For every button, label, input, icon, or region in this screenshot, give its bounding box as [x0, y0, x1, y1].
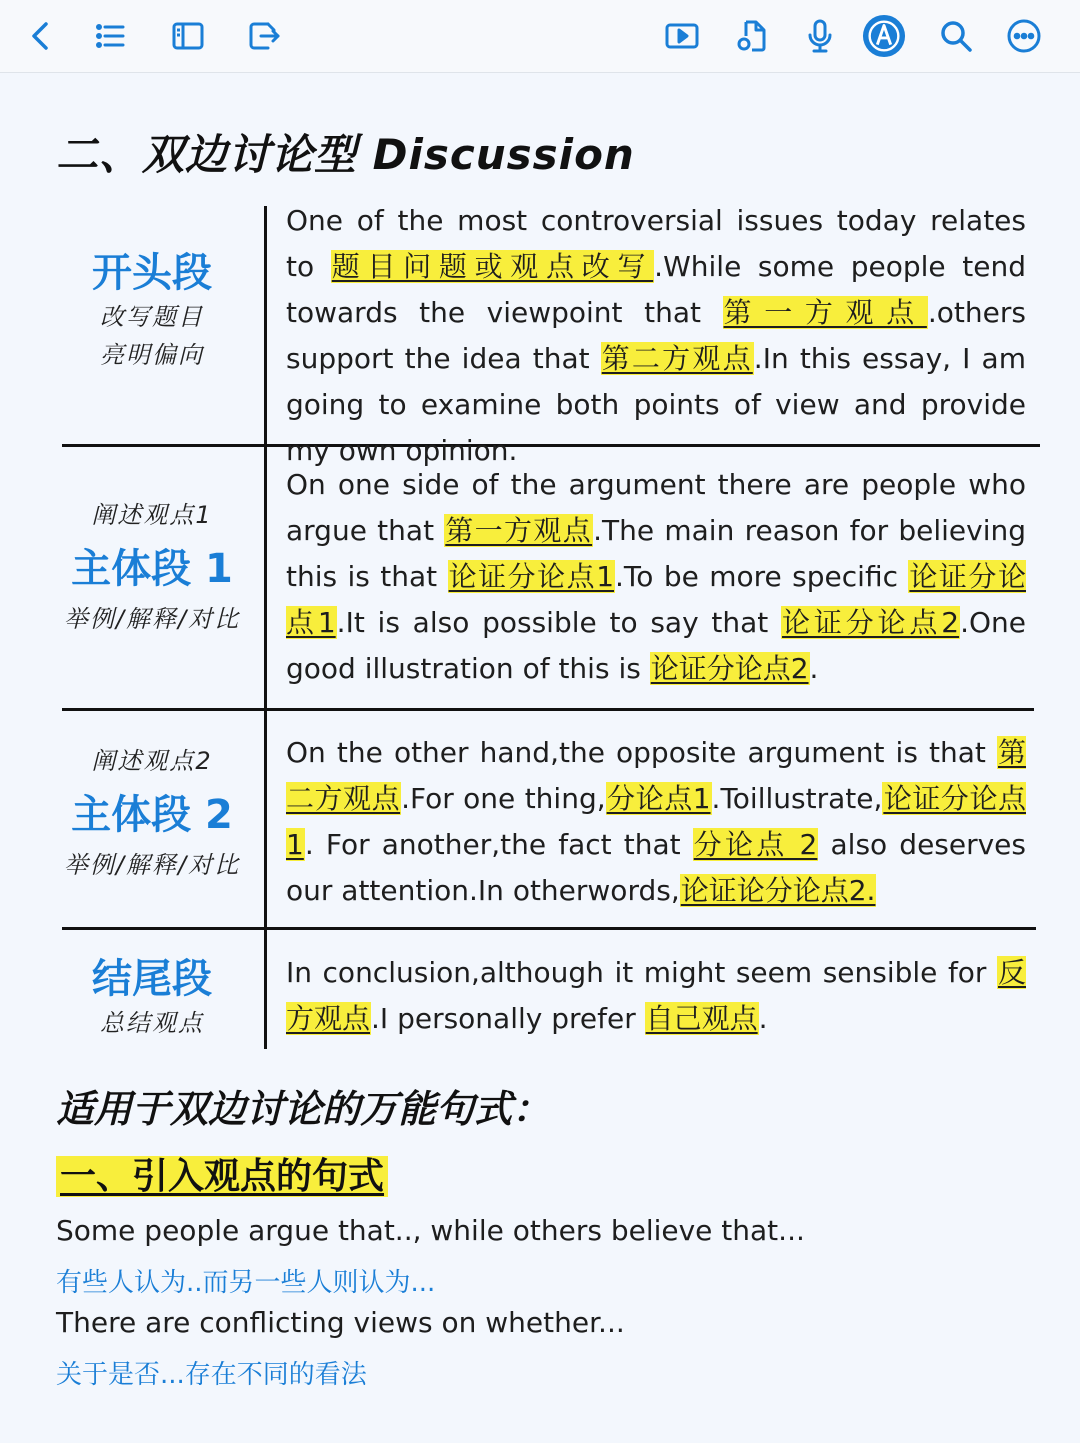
highlighted-placeholder: 分论点 2 — [693, 828, 818, 861]
paragraph-text: .For one thing, — [401, 782, 606, 815]
paragraph-text: . For another,the fact that — [304, 828, 693, 861]
highlighted-placeholder: 论证分论点1 — [286, 560, 1026, 639]
paragraph-text: .Toillustrate, — [711, 782, 883, 815]
top-toolbar — [0, 0, 1080, 73]
highlighted-placeholder: 论证分论点2 — [650, 652, 809, 685]
table-row-divider — [62, 708, 1034, 711]
paragraph-text: .The main reason for believing this is that — [286, 514, 1026, 593]
section-label-sub: 总结观点 — [100, 1009, 204, 1037]
section-label-opening — [40, 248, 264, 374]
highlighted-placeholder: 题目问题或观点改写 — [331, 250, 654, 283]
paragraph-text: One of the most controversial issues today relates to — [286, 204, 1026, 283]
highlighted-placeholder: 第一方观点 — [723, 296, 927, 329]
section-label-sub: 举例/解释/对比 — [63, 851, 241, 879]
section-label-conclusion — [40, 954, 264, 1042]
table-row-divider — [62, 927, 1036, 930]
highlighted-placeholder: 论证论分论点2. — [680, 874, 876, 907]
phrase-chinese: 有些人认为..而另一些人则认为... — [56, 1268, 436, 1298]
paragraph-text: .I personally prefer — [371, 1002, 645, 1035]
section-label-sub: 亮明偏向 — [100, 341, 204, 369]
section-label-main: 开头段 — [92, 250, 212, 296]
paragraph-text: On the other hand,the opposite argument is that — [286, 736, 997, 769]
phrase-english: There are conflicting views on whether... — [56, 1306, 625, 1339]
paragraph-text: .To be more specific — [615, 560, 909, 593]
page-title: 二、双边讨论型 Discussion — [56, 130, 635, 179]
section-text-conclusion — [286, 950, 1026, 1042]
phrase-chinese: 关于是否...存在不同的看法 — [56, 1360, 367, 1390]
universal-sentences-title: 适用于双边讨论的万能句式： — [56, 1087, 551, 1131]
highlighted-placeholder: 第一方观点 — [445, 514, 593, 547]
export-icon[interactable] — [242, 14, 286, 58]
highlighted-placeholder: 自己观点 — [645, 1002, 758, 1035]
paragraph-text: .others support the idea that — [286, 296, 1026, 375]
section-label-main: 主体段 2 — [71, 792, 233, 838]
universal-subtitle — [56, 1148, 388, 1199]
paragraph-text: .In this essay, I am going to examine both points of view and provide my own opinion. — [286, 342, 1026, 467]
search-icon[interactable] — [934, 14, 978, 58]
paragraph-text: .While some people tend towards the viewpoint that — [286, 250, 1026, 329]
list-icon[interactable] — [88, 14, 132, 58]
microphone-icon[interactable] — [798, 14, 842, 58]
paragraph-text: also deserves our attention.In otherwords, — [286, 828, 1027, 907]
highlighted-placeholder: 论证分论点1 — [448, 560, 615, 593]
highlighted-placeholder: 反方观点 — [286, 956, 1026, 1035]
play-video-icon[interactable] — [660, 14, 704, 58]
section-text-body1 — [286, 462, 1026, 692]
highlighted-placeholder: 论证分论点2 — [782, 606, 960, 639]
more-options-icon[interactable] — [1002, 14, 1046, 58]
highlighted-placeholder: 第二方观点 — [601, 342, 753, 375]
section-text-opening — [286, 198, 1026, 474]
sidebar-panel-icon[interactable] — [166, 14, 210, 58]
back-chevron-icon[interactable] — [18, 14, 62, 58]
section-text-body2 — [286, 730, 1026, 914]
highlighted-placeholder: 论证分论点1 — [286, 782, 1026, 861]
section-label-main: 主体段 1 — [71, 546, 233, 592]
highlighted-placeholder: 分论点1 — [606, 782, 711, 815]
universal-subtitle-text: 一、引入观点的句式 — [56, 1156, 388, 1197]
highlighted-placeholder: 第二方观点 — [286, 736, 1026, 815]
pen-markup-icon[interactable] — [862, 14, 906, 58]
paragraph-text: . — [809, 652, 819, 685]
section-label-sub: 阐述观点2 — [91, 747, 213, 775]
phrase-english: Some people argue that.., while others believe that... — [56, 1214, 805, 1247]
audio-file-icon[interactable] — [730, 14, 774, 58]
paragraph-text: In conclusion,although it might seem sensible for — [286, 956, 997, 989]
table-vertical-divider — [264, 206, 267, 1049]
paragraph-text: .It is also possible to say that — [336, 606, 782, 639]
section-label-sub: 举例/解释/对比 — [63, 605, 241, 633]
paragraph-text: . — [758, 1002, 768, 1035]
paragraph-text: .One good illustration of this is — [286, 606, 1026, 685]
section-label-main: 结尾段 — [92, 956, 212, 1002]
paragraph-text: On one side of the argument there are people who argue that — [286, 468, 1026, 547]
section-label-body2 — [40, 742, 264, 884]
section-label-body1 — [40, 496, 264, 638]
section-label-sub: 改写题目 — [100, 303, 204, 331]
section-label-sub: 阐述观点1 — [91, 501, 213, 529]
